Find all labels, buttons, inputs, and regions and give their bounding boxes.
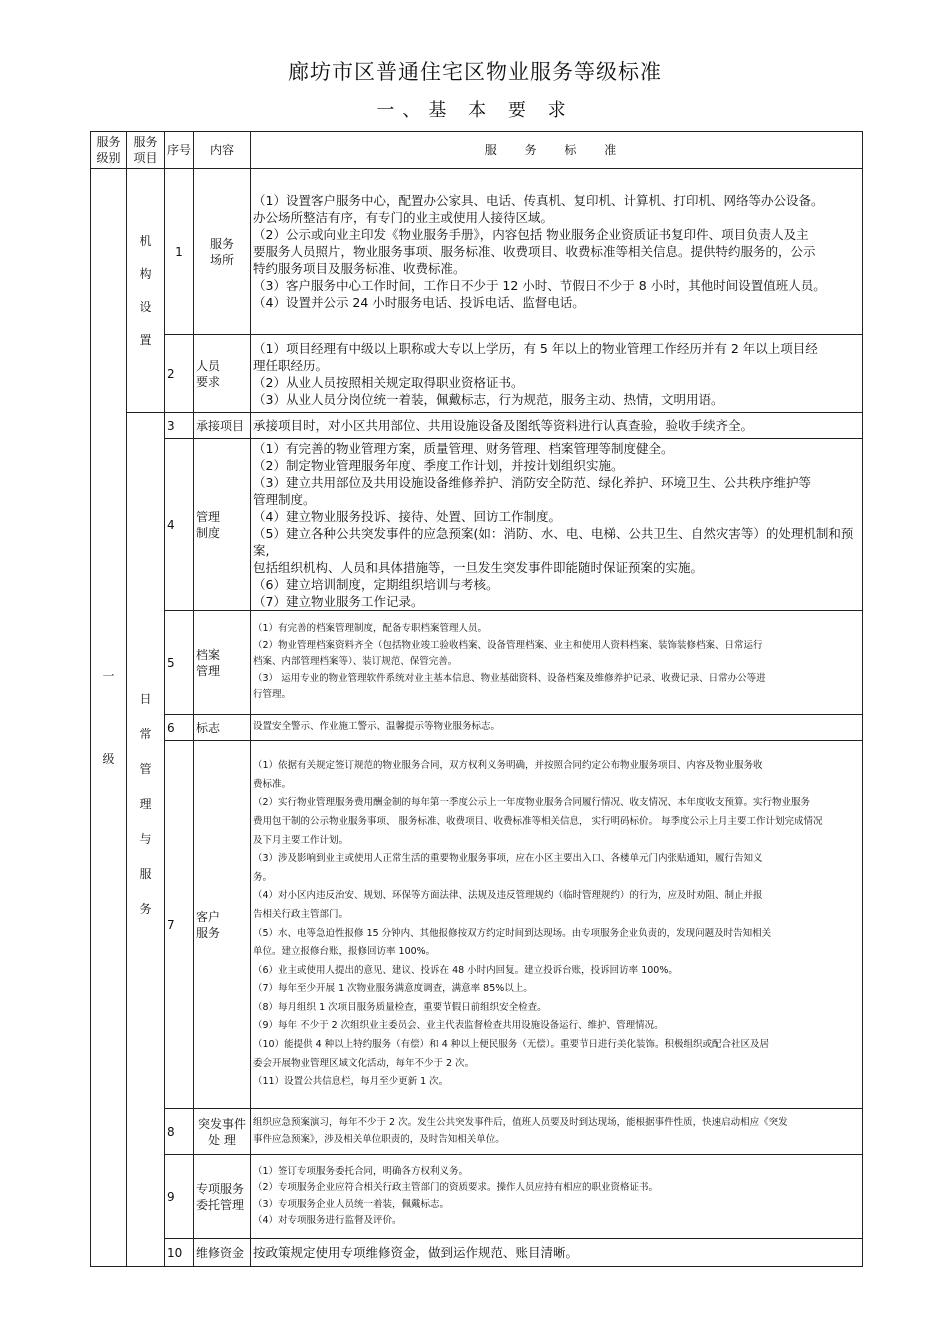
row-number: 10 [165,1239,194,1267]
table-row [91,1155,863,1239]
row-number: 1 [165,169,194,335]
row-standard: （1）设置客户服务中心，配置办公家具、电话、传真机、复印机、计算机、打印机、网络等办公设备。 办公场所整洁有序，有专门的业主或使用人接待区域。 （2）公示或向业主印发《物业服务手册》，内容包括 物业服务企业资质证书复印件、项目负责人及主 要服务人员照片，物业服务事项、服务标准、收费项目、收费标准等相关信息。提供特约服务的，公示 特约服务项目及服务标准、收费标准。 （3）客户服务中心工作时间，工作日不少于 12 小时、节假日不少于 8 小时，其他时间设置值班人员。 （4）设置并公示 24 小时服务电话、投诉电话、监督电话。 [251,169,863,335]
row-number: 7 [165,741,194,1109]
header-item: 服务项目 [127,132,165,169]
service-level-cell: 一 级 [91,169,127,1267]
header-standard: 服 务 标 准 [251,132,863,169]
row-number: 5 [165,611,194,715]
row-number: 4 [165,439,194,611]
row-standard: （1）签订专项服务委托合同，明确各方权利义务。 （2）专项服务企业应符合相关行政主管部门的资质要求。操作人员应持有相应的职业资格证书。 （3）专项服务企业人员统一着装，佩戴标志。 （4）对专项服务进行监督及评价。 [251,1155,863,1239]
row-standard: 设置安全警示、作业施工警示、温馨提示等物业服务标志。 [251,715,863,741]
row-content-name: 客户 服务 [194,741,251,1109]
table-row [91,413,863,439]
table-row [91,1239,863,1267]
table-row [91,1109,863,1155]
row-standard: （1）依据有关规定签订规范的物业服务合同，双方权利义务明确，并按照合同约定公布物业服务项目、内容及物业服务收 费标准。 （2）实行物业管理服务费用酬金制的每年第一季度公示上一年度物业服务合同履行情况、收支情况、本年度收支预算。实行物业服务 费用包干制的公示物业服务事项、 服务标准、收费项目、收费标准等相关信息， 实行明码标价。 每季度公示上月主要工作计划完成情况 及下月主要工作计划。 （3）涉及影响到业主或使用人正常生活的重要物业服务事项，应在小区主要出入口、各楼单元门内张贴通知，履行告知义 务。 （4）对小区内违反治安、规划、环保等方面法律、法规及违反管理规约（临时管理规约）的行为，应及时劝阻、制止并报 告相关行政主管部门。 （5）水、电等急迫性报修 15 分钟内、其他报修按双方约定时间到达现场。由专项服务企业负责的，发现问题及时告知相关 单位。建立报修台账，报修回访率 100%。 （6）业主或使用人提出的意见、建议、投诉在 48 小时内回复。建立投诉台账，投诉回访率 100%。 （7）每年至少开展 1 次物业服务满意度调查，满意率 85%以上。 （8）每月组织 1 次项目服务质量检查，重要节假日前组织安全检查。 （9）每年 不少于 2 次组织业主委员会、业主代表监督检查共用设施设备运行、维护、管理情况。 （10）能提供 4 种以上特约服务（有偿）和 4 种以上便民服务（无偿）。重要节日进行美化装饰。积极组织或配合社区及居 委会开展物业管理区域文化活动，每年不少于 2 次。 （11）设置公共信息栏，每月至少更新 1 次。 [251,741,863,1109]
header-content: 内容 [194,132,251,169]
table-row [91,741,863,1109]
document-title: 廊坊市区普通住宅区物业服务等级标准 [288,60,662,84]
standards-table [90,131,863,1267]
row-number: 9 [165,1155,194,1239]
row-content-name: 承接项目 [194,413,251,439]
row-content-name: 人员 要求 [194,335,251,413]
row-standard: 组织应急预案演习，每年不少于 2 次。发生公共突发事件后，值班人员要及时到达现场，能根据事件性质，快速启动相应《突发 事件应急预案》，涉及相关单位职责的，及时告知相关单位。 [251,1109,863,1155]
header-level: 服务级别 [91,132,127,169]
row-standard: （1）项目经理有中级以上职称或大专以上学历，有 5 年以上的物业管理工作经历并有 2 年以上项目经 理任职经历。 （2）从业人员按照相关规定取得职业资格证书。 （3）从业人员分岗位统一着装，佩戴标志，行为规范，服务主动、热情，文明用语。 [251,335,863,413]
section-subtitle: 一、基 本 要 求 [376,100,574,121]
table-row [91,439,863,611]
table-row [91,335,863,413]
table-row [91,715,863,741]
row-content-name: 标志 [194,715,251,741]
row-standard: （1）有完善的物业管理方案，质量管理、财务管理、档案管理等制度健全。 （2）制定物业管理服务年度、季度工作计划，并按计划组织实施。 （3）建立共用部位及共用设施设备维修养护、消防安全防范、绿化养护、环境卫生、公共秩序维护等 管理制度。 （4）建立物业服务投诉、接待、处置、回访工作制度。 （5）建立各种公共突发事件的应急预案(如：消防、水、电、电梯、公共卫生、自然灾害等）的处理机制和预案, 包括组织机构、人员和具体措施等，一旦发生突发事件即能随时保证预案的实施。 （6）建立培训制度，定期组织培训与考核。 （7）建立物业服务工作记录。 [251,439,863,611]
row-content-name: 维修资金 [194,1239,251,1267]
row-content-name: 档案 管理 [194,611,251,715]
row-standard: 承接项目时，对小区共用部位、共用设施设备及图纸等资料进行认真查验，验收手续齐全。 [251,413,863,439]
row-content-name: 管理 制度 [194,439,251,611]
row-content-name: 专项服务 委托管理 [194,1155,251,1239]
group-daily-mgmt-cell: 日 常 管 理 与 服 务 [127,413,165,1267]
header-seq: 序号 [165,132,194,169]
table-header-row [91,132,863,169]
group-org-setup-cell: 机 构 设 置 [127,169,165,413]
row-standard: （1）有完善的档案管理制度，配备专职档案管理人员。 （2）物业管理档案资料齐全（包括物业竣工验收档案、设备管理档案、业主和使用人资料档案、装饰装修档案、日常运行 档案、内部管理档案等）、装订规范、保管完善。 （3） 运用专业的物业管理软件系统对业主基本信息、物业基础资料、设备档案及维修养护记录、收费记录、日常办公等进 行管理。 [251,611,863,715]
row-number: 3 [165,413,194,439]
row-number: 8 [165,1109,194,1155]
row-number: 2 [165,335,194,413]
row-standard: 按政策规定使用专项维修资金，做到运作规范、账目清晰。 [251,1239,863,1267]
row-number: 6 [165,715,194,741]
table-row [91,169,863,335]
table-row [91,611,863,715]
row-content-name: 突发事件 处 理 [194,1109,251,1155]
row-content-name: 服务 场所 [194,169,251,335]
